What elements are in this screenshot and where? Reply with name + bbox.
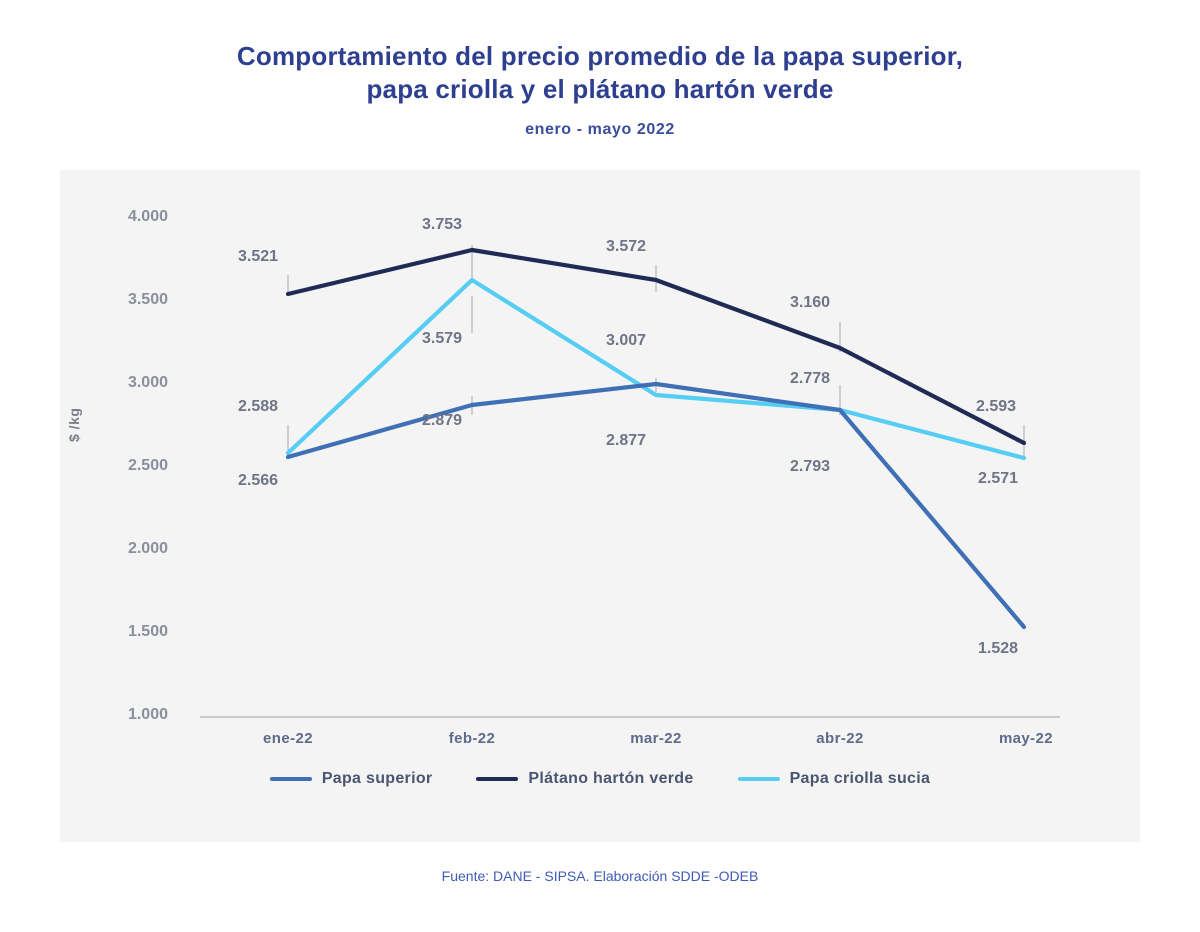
y-tick-label: 2.000 — [127, 540, 168, 557]
data-label-platano-abr: 3.160 — [790, 294, 831, 311]
data-label-platano-feb: 3.753 — [422, 216, 463, 233]
legend-swatch-icon — [476, 777, 518, 781]
legend-swatch-icon — [738, 777, 780, 781]
data-label-platano-may: 2.593 — [976, 398, 1017, 415]
chart-panel — [60, 170, 1140, 842]
page-title — [0, 40, 1200, 107]
line-chart-svg — [60, 170, 1140, 842]
x-tick-label: ene-22 — [263, 730, 313, 747]
data-label-criolla-may: 2.571 — [978, 470, 1019, 487]
data-label-superior-mar: 3.007 — [606, 332, 647, 349]
y-tick-label: 3.500 — [127, 291, 168, 308]
legend-label: Plátano hartón verde — [528, 770, 694, 787]
y-tick-label: 1.000 — [127, 706, 168, 723]
page-title-line2: papa criolla y el plátano hartón verde — [366, 74, 834, 105]
y-tick-label: 4.000 — [127, 208, 168, 225]
data-label-superior-abr: 2.793 — [790, 458, 831, 475]
data-label-superior-may: 1.528 — [978, 640, 1019, 657]
title-block — [0, 0, 1200, 139]
legend-label: Papa criolla sucia — [789, 770, 931, 787]
x-tick-label: mar-22 — [630, 730, 682, 747]
data-label-criolla-abr: 2.778 — [790, 370, 831, 387]
y-tick-label: 3.000 — [127, 374, 168, 391]
series-line-papa-superior — [288, 384, 1024, 627]
data-label-superior-ene: 2.566 — [238, 472, 279, 489]
legend-swatch-icon — [270, 777, 312, 781]
data-label-criolla-mar: 2.877 — [606, 432, 647, 449]
data-label-platano-ene: 3.521 — [238, 248, 279, 265]
data-label-criolla-feb: 3.579 — [422, 330, 463, 347]
chart-legend — [60, 770, 1140, 788]
x-tick-label: may-22 — [998, 730, 1054, 747]
legend-label: Papa superior — [321, 770, 433, 787]
x-tick-label: feb-22 — [448, 730, 496, 747]
legend-item-papa-criolla-sucia[interactable] — [738, 770, 931, 788]
plot-area — [60, 170, 1140, 842]
series-line-papa-criolla-sucia — [288, 280, 1024, 458]
x-tick-label: abr-22 — [816, 730, 864, 747]
y-tick-label: 1.500 — [127, 623, 168, 640]
legend-item-platano-harton-verde[interactable] — [476, 770, 693, 788]
y-axis-title: $ /kg — [66, 407, 82, 442]
page-title-line1: Comportamiento del precio promedio de la papa superior, — [236, 41, 964, 71]
page-subtitle: enero - mayo 2022 — [525, 120, 675, 138]
data-label-criolla-ene: 2.588 — [238, 398, 279, 415]
y-tick-label: 2.500 — [127, 457, 168, 474]
data-label-superior-feb: 2.879 — [422, 412, 463, 429]
data-label-platano-mar: 3.572 — [606, 238, 647, 255]
legend-item-papa-superior[interactable] — [270, 770, 433, 788]
source-note: Fuente: DANE - SIPSA. Elaboración SDDE -ODEB — [441, 868, 759, 884]
